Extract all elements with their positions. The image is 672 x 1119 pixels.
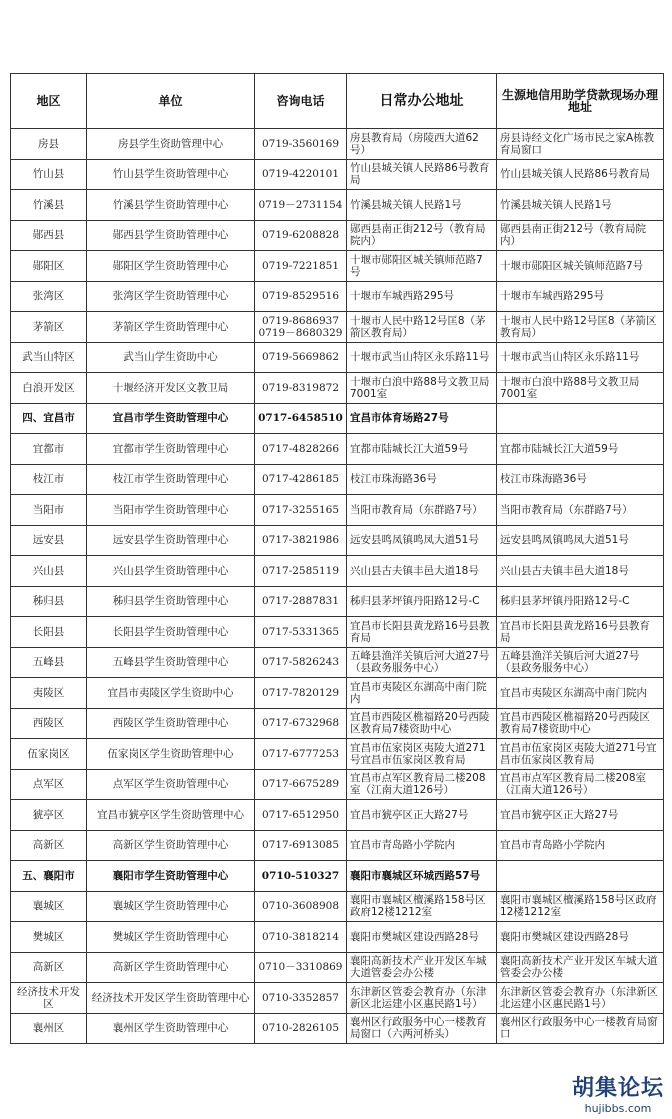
watermark-title: 胡集论坛 bbox=[571, 1075, 664, 1101]
cell-loan-address: 竹溪县城关镇人民路1号 bbox=[497, 190, 664, 221]
cell-loan-address bbox=[497, 861, 664, 892]
cell-region: 西陵区 bbox=[11, 708, 87, 739]
cell-office-address: 宜昌市伍家岗区夷陵大道271号宜昌市伍家岗区教育局 bbox=[347, 739, 497, 770]
cell-unit: 襄城区学生资助管理中心 bbox=[87, 891, 255, 922]
cell-phone: 0719-5669862 bbox=[255, 342, 347, 373]
table-row bbox=[11, 312, 664, 343]
cell-office-address: 秭归县茅坪镇丹阳路12号-C bbox=[347, 586, 497, 617]
table-row bbox=[11, 617, 664, 648]
cell-office-address: 竹溪县城关镇人民路1号 bbox=[347, 190, 497, 221]
cell-region: 四、宜昌市 bbox=[11, 403, 87, 434]
cell-phone: 0719－2731154 bbox=[255, 190, 347, 221]
cell-region: 猇亭区 bbox=[11, 800, 87, 831]
cell-region: 五峰县 bbox=[11, 647, 87, 678]
table-row bbox=[11, 739, 664, 770]
cell-loan-address: 十堰市郧阳区城关镇师范路7号 bbox=[497, 251, 664, 282]
cell-unit: 宜都市学生资助管理中心 bbox=[87, 434, 255, 465]
header-office-address: 日常办公地址 bbox=[347, 74, 497, 129]
cell-unit: 郧西县学生资助管理中心 bbox=[87, 220, 255, 251]
table-section-row bbox=[11, 861, 664, 892]
cell-office-address: 宜昌市体育场路27号 bbox=[347, 403, 497, 434]
cell-region: 远安县 bbox=[11, 525, 87, 556]
loan-office-table-sheet bbox=[10, 73, 663, 1044]
cell-loan-address: 襄阳高新技术产业开发区车城大道管委会办公楼 bbox=[497, 952, 664, 983]
cell-phone: 0719-7221851 bbox=[255, 251, 347, 282]
table-section-row bbox=[11, 403, 664, 434]
cell-loan-address: 宜昌市西陵区樵福路20号西陵区教育局7楼资助中心 bbox=[497, 708, 664, 739]
cell-region: 郧西县 bbox=[11, 220, 87, 251]
cell-phone: 0717-6777253 bbox=[255, 739, 347, 770]
cell-loan-address: 房县诗经文化广场市民之家A栋教育局窗口 bbox=[497, 129, 664, 160]
table-row bbox=[11, 129, 664, 160]
cell-unit: 经济技术开发区学生资助管理中心 bbox=[87, 983, 255, 1014]
cell-office-address: 十堰市武当山特区永乐路11号 bbox=[347, 342, 497, 373]
cell-office-address: 竹山县城关镇人民路86号教育局 bbox=[347, 159, 497, 190]
cell-region: 枝江市 bbox=[11, 464, 87, 495]
cell-loan-address: 十堰市武当山特区永乐路11号 bbox=[497, 342, 664, 373]
cell-office-address: 枝江市珠海路36号 bbox=[347, 464, 497, 495]
cell-loan-address: 宜昌市猇亭区正大路27号 bbox=[497, 800, 664, 831]
cell-office-address: 当阳市教育局（东群路7号） bbox=[347, 495, 497, 526]
table-row bbox=[11, 678, 664, 709]
cell-region: 高新区 bbox=[11, 952, 87, 983]
cell-unit: 远安县学生资助管理中心 bbox=[87, 525, 255, 556]
cell-phone: 0717-6458510 bbox=[255, 403, 347, 434]
cell-unit: 点军区学生资助管理中心 bbox=[87, 769, 255, 800]
table-row bbox=[11, 251, 664, 282]
cell-region: 武当山特区 bbox=[11, 342, 87, 373]
cell-region: 兴山县 bbox=[11, 556, 87, 587]
table-row bbox=[11, 556, 664, 587]
cell-office-address: 襄阳市襄城区环城西路57号 bbox=[347, 861, 497, 892]
cell-loan-address: 东津新区管委会教育办（东津新区北运建小区惠民路1号） bbox=[497, 983, 664, 1014]
table-row bbox=[11, 1013, 664, 1044]
cell-region: 高新区 bbox=[11, 830, 87, 861]
header-phone: 咨询电话 bbox=[255, 74, 347, 129]
cell-phone: 0717-6913085 bbox=[255, 830, 347, 861]
cell-region: 秭归县 bbox=[11, 586, 87, 617]
cell-phone: 0717-4286185 bbox=[255, 464, 347, 495]
cell-region: 樊城区 bbox=[11, 922, 87, 953]
cell-office-address: 宜昌市青岛路小学院内 bbox=[347, 830, 497, 861]
cell-unit: 西陵区学生资助管理中心 bbox=[87, 708, 255, 739]
table-row bbox=[11, 495, 664, 526]
table-row bbox=[11, 983, 664, 1014]
cell-region: 宜都市 bbox=[11, 434, 87, 465]
cell-phone: 0710-3608908 bbox=[255, 891, 347, 922]
watermark-url: hujibbs.com bbox=[584, 1102, 652, 1115]
cell-phone: 0717-2887831 bbox=[255, 586, 347, 617]
cell-loan-address: 十堰市车城西路295号 bbox=[497, 281, 664, 312]
table-row bbox=[11, 708, 664, 739]
cell-phone: 0719-8686937 0719－8680329 bbox=[255, 312, 347, 343]
cell-office-address: 宜昌市西陵区樵福路20号西陵区教育局7楼资助中心 bbox=[347, 708, 497, 739]
cell-office-address: 房县教育局（房陵西大道62号） bbox=[347, 129, 497, 160]
cell-region: 郧阳区 bbox=[11, 251, 87, 282]
cell-loan-address: 远安县鸣凤镇鸣凤大道51号 bbox=[497, 525, 664, 556]
cell-phone: 0717-5826243 bbox=[255, 647, 347, 678]
cell-region: 点军区 bbox=[11, 769, 87, 800]
cell-unit: 张湾区学生资助管理中心 bbox=[87, 281, 255, 312]
cell-office-address: 兴山县古夫镇丰邑大道18号 bbox=[347, 556, 497, 587]
table-row bbox=[11, 220, 664, 251]
cell-region: 白浪开发区 bbox=[11, 373, 87, 404]
cell-unit: 宜昌市学生资助管理中心 bbox=[87, 403, 255, 434]
header-loan-address: 生源地信用助学贷款现场办理地址 bbox=[497, 74, 664, 129]
cell-region: 竹山县 bbox=[11, 159, 87, 190]
cell-region: 竹溪县 bbox=[11, 190, 87, 221]
cell-unit: 宜昌市夷陵区学生资助中心 bbox=[87, 678, 255, 709]
table-row bbox=[11, 159, 664, 190]
loan-office-table bbox=[10, 73, 664, 1044]
cell-unit: 长阳县学生资助管理中心 bbox=[87, 617, 255, 648]
cell-loan-address: 宜昌市点军区教育局二楼208室（江南大道126号） bbox=[497, 769, 664, 800]
cell-unit: 竹溪县学生资助管理中心 bbox=[87, 190, 255, 221]
cell-region: 张湾区 bbox=[11, 281, 87, 312]
cell-unit: 高新区学生资助管理中心 bbox=[87, 952, 255, 983]
cell-office-address: 五峰县渔洋关镇后河大道27号（县政务服务中心） bbox=[347, 647, 497, 678]
cell-region: 当阳市 bbox=[11, 495, 87, 526]
cell-office-address: 宜昌市夷陵区东湖高中南门院内 bbox=[347, 678, 497, 709]
cell-office-address: 十堰市车城西路295号 bbox=[347, 281, 497, 312]
cell-region: 襄城区 bbox=[11, 891, 87, 922]
cell-region: 经济技术开发区 bbox=[11, 983, 87, 1014]
cell-phone: 0717-2585119 bbox=[255, 556, 347, 587]
cell-office-address: 襄阳市樊城区建设西路28号 bbox=[347, 922, 497, 953]
cell-unit: 襄阳市学生资助管理中心 bbox=[87, 861, 255, 892]
cell-phone: 0710-2826105 bbox=[255, 1013, 347, 1044]
cell-phone: 0717-6732968 bbox=[255, 708, 347, 739]
table-row bbox=[11, 342, 664, 373]
cell-unit: 秭归县学生资助管理中心 bbox=[87, 586, 255, 617]
cell-loan-address bbox=[497, 403, 664, 434]
cell-phone: 0717-3255165 bbox=[255, 495, 347, 526]
table-row bbox=[11, 281, 664, 312]
table-row bbox=[11, 830, 664, 861]
cell-phone: 0719-4220101 bbox=[255, 159, 347, 190]
cell-office-address: 十堰市白浪中路88号文教卫局7001室 bbox=[347, 373, 497, 404]
cell-office-address: 十堰市郧阳区城关镇师范路7号 bbox=[347, 251, 497, 282]
cell-unit: 高新区学生资助管理中心 bbox=[87, 830, 255, 861]
cell-unit: 五峰县学生资助管理中心 bbox=[87, 647, 255, 678]
cell-region: 襄州区 bbox=[11, 1013, 87, 1044]
table-row bbox=[11, 800, 664, 831]
cell-unit: 兴山县学生资助管理中心 bbox=[87, 556, 255, 587]
table-row bbox=[11, 190, 664, 221]
cell-loan-address: 宜昌市伍家岗区夷陵大道271号宜昌市伍家岗区教育局 bbox=[497, 739, 664, 770]
cell-office-address: 宜昌市长阳县黄龙路16号县教育局 bbox=[347, 617, 497, 648]
table-row bbox=[11, 769, 664, 800]
cell-unit: 当阳市学生资助管理中心 bbox=[87, 495, 255, 526]
cell-phone: 0710－3310869 bbox=[255, 952, 347, 983]
cell-unit: 伍家岗区学生资助管理中心 bbox=[87, 739, 255, 770]
cell-office-address: 宜昌市猇亭区正大路27号 bbox=[347, 800, 497, 831]
cell-region: 伍家岗区 bbox=[11, 739, 87, 770]
cell-unit: 武当山学生资助中心 bbox=[87, 342, 255, 373]
cell-phone: 0719-3560169 bbox=[255, 129, 347, 160]
cell-phone: 0710-510327 bbox=[255, 861, 347, 892]
cell-office-address: 东津新区管委会教育办（东津新区北运建小区惠民路1号） bbox=[347, 983, 497, 1014]
table-row bbox=[11, 891, 664, 922]
cell-loan-address: 当阳市教育局（东群路7号） bbox=[497, 495, 664, 526]
cell-office-address: 襄州区行政服务中心一楼教育局窗口（六两河桥头） bbox=[347, 1013, 497, 1044]
cell-office-address: 宜昌市点军区教育局二楼208室（江南大道126号） bbox=[347, 769, 497, 800]
cell-unit: 竹山县学生资助管理中心 bbox=[87, 159, 255, 190]
cell-phone: 0717-4828266 bbox=[255, 434, 347, 465]
cell-unit: 十堰经济开发区文教卫局 bbox=[87, 373, 255, 404]
table-row bbox=[11, 952, 664, 983]
cell-loan-address: 襄州区行政服务中心一楼教育局窗口 bbox=[497, 1013, 664, 1044]
cell-loan-address: 兴山县古夫镇丰邑大道18号 bbox=[497, 556, 664, 587]
table-row bbox=[11, 922, 664, 953]
cell-phone: 0717-6512950 bbox=[255, 800, 347, 831]
cell-phone: 0717-6675289 bbox=[255, 769, 347, 800]
forum-watermark bbox=[572, 1071, 664, 1115]
cell-phone: 0710-3352857 bbox=[255, 983, 347, 1014]
cell-loan-address: 襄阳市襄城区檀溪路158号区政府12楼1212室 bbox=[497, 891, 664, 922]
cell-office-address: 十堰市人民中路12号匡8（茅箭区教育局） bbox=[347, 312, 497, 343]
cell-unit: 宜昌市猇亭区学生资助管理中心 bbox=[87, 800, 255, 831]
cell-region: 房县 bbox=[11, 129, 87, 160]
table-body bbox=[11, 129, 664, 1044]
table-row bbox=[11, 647, 664, 678]
cell-unit: 茅箭区学生资助管理中心 bbox=[87, 312, 255, 343]
cell-region: 茅箭区 bbox=[11, 312, 87, 343]
table-row bbox=[11, 464, 664, 495]
cell-phone: 0710-3818214 bbox=[255, 922, 347, 953]
cell-loan-address: 宜昌市夷陵区东湖高中南门院内 bbox=[497, 678, 664, 709]
cell-phone: 0717-5331365 bbox=[255, 617, 347, 648]
cell-office-address: 宜都市陆城长江大道59号 bbox=[347, 434, 497, 465]
table-row bbox=[11, 373, 664, 404]
cell-phone: 0719-8319872 bbox=[255, 373, 347, 404]
table-row bbox=[11, 586, 664, 617]
cell-loan-address: 宜昌市青岛路小学院内 bbox=[497, 830, 664, 861]
table-header-row bbox=[11, 74, 664, 129]
cell-loan-address: 枝江市珠海路36号 bbox=[497, 464, 664, 495]
cell-loan-address: 宜昌市长阳县黄龙路16号县教育局 bbox=[497, 617, 664, 648]
cell-region: 五、襄阳市 bbox=[11, 861, 87, 892]
cell-phone: 0717-3821986 bbox=[255, 525, 347, 556]
cell-unit: 枝江市学生资助管理中心 bbox=[87, 464, 255, 495]
cell-office-address: 襄阳高新技术产业开发区车城大道管委会办公楼 bbox=[347, 952, 497, 983]
cell-region: 长阳县 bbox=[11, 617, 87, 648]
cell-loan-address: 十堰市人民中路12号匡8（茅箭区教育局） bbox=[497, 312, 664, 343]
cell-loan-address: 秭归县茅坪镇丹阳路12号-C bbox=[497, 586, 664, 617]
cell-loan-address: 十堰市白浪中路88号文教卫局7001室 bbox=[497, 373, 664, 404]
cell-unit: 房县学生资助管理中心 bbox=[87, 129, 255, 160]
cell-phone: 0719-8529516 bbox=[255, 281, 347, 312]
cell-unit: 襄州区学生资助管理中心 bbox=[87, 1013, 255, 1044]
cell-phone: 0719-6208828 bbox=[255, 220, 347, 251]
header-unit: 单位 bbox=[87, 74, 255, 129]
cell-loan-address: 竹山县城关镇人民路86号教育局 bbox=[497, 159, 664, 190]
cell-unit: 郧阳区学生资助管理中心 bbox=[87, 251, 255, 282]
cell-office-address: 郧西县南正街212号（教育局院内） bbox=[347, 220, 497, 251]
cell-phone: 0717-7820129 bbox=[255, 678, 347, 709]
table-row bbox=[11, 525, 664, 556]
cell-region: 夷陵区 bbox=[11, 678, 87, 709]
table-row bbox=[11, 434, 664, 465]
cell-loan-address: 襄阳市樊城区建设西路28号 bbox=[497, 922, 664, 953]
cell-office-address: 襄阳市襄城区檀溪路158号区政府12楼1212室 bbox=[347, 891, 497, 922]
cell-unit: 樊城区学生资助管理中心 bbox=[87, 922, 255, 953]
cell-office-address: 远安县鸣凤镇鸣凤大道51号 bbox=[347, 525, 497, 556]
cell-loan-address: 郧西县南正街212号（教育局院内） bbox=[497, 220, 664, 251]
header-region: 地区 bbox=[11, 74, 87, 129]
cell-loan-address: 宜都市陆城长江大道59号 bbox=[497, 434, 664, 465]
cell-loan-address: 五峰县渔洋关镇后河大道27号（县政务服务中心） bbox=[497, 647, 664, 678]
